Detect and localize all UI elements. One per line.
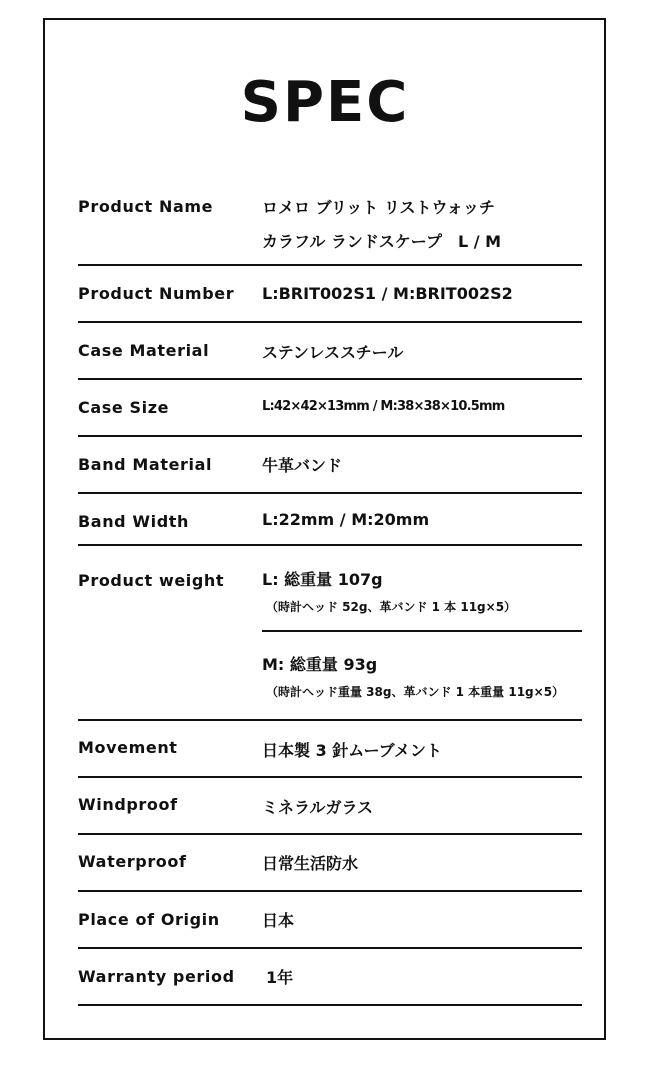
spec-row-case-material [78, 323, 582, 380]
spec-row-place-of-origin [78, 892, 582, 949]
page-title: SPEC [240, 70, 410, 135]
spec-label: Product weight [78, 571, 225, 590]
spec-value: 牛革バンド [262, 456, 343, 475]
spec-value-line2: カラフル ランドスケープ L / M [262, 232, 502, 251]
spec-label: Case Material [78, 341, 210, 360]
spec-note-m: （時計ヘッド重量 38g、革バンド 1 本重量 11g×5） [266, 685, 565, 699]
spec-value: 日常生活防水 [262, 854, 359, 873]
spec-value: ロメロ ブリット リストウォッチ [262, 198, 495, 217]
spec-row-case-size [78, 380, 582, 437]
spec-label: Case Size [78, 398, 170, 417]
spec-value: ステンレススチール [262, 343, 404, 362]
spec-row-band-material [78, 437, 582, 494]
spec-value: ミネラルガラス [262, 798, 374, 817]
spec-label: Product Number [78, 284, 235, 303]
spec-value: L:BRIT002S1 / M:BRIT002S2 [262, 284, 513, 303]
spec-label: Product Name [78, 197, 214, 216]
spec-label: Place of Origin [78, 910, 220, 929]
spec-row-movement [78, 721, 582, 778]
spec-row-product-number [78, 266, 582, 323]
spec-value: L:22mm / M:20mm [262, 510, 430, 529]
spec-label: Windproof [78, 795, 178, 814]
spec-label: Movement [78, 738, 178, 757]
spec-row-product-weight [78, 546, 582, 721]
spec-value: 日本 [262, 911, 295, 930]
spec-note-l: （時計ヘッド 52g、革バンド 1 本 11g×5） [266, 600, 517, 614]
spec-value: 1年 [266, 968, 294, 987]
divider [262, 630, 582, 632]
spec-value: 日本製 3 針ムーブメント [262, 741, 443, 760]
spec-row-band-width [78, 494, 582, 546]
spec-label: Band Width [78, 512, 190, 531]
spec-row-waterproof [78, 835, 582, 892]
spec-row-warranty-period [78, 949, 582, 1006]
spec-row-windproof [78, 778, 582, 835]
spec-value-m: M: 総重量 93g [262, 655, 378, 674]
spec-row-product-name [78, 185, 582, 266]
spec-label: Warranty period [78, 967, 235, 986]
spec-value-l: L: 総重量 107g [262, 570, 383, 589]
spec-label: Band Material [78, 455, 213, 474]
spec-label: Waterproof [78, 852, 187, 871]
spec-value: L:42×42×13mm / M:38×38×10.5mm [262, 399, 505, 414]
